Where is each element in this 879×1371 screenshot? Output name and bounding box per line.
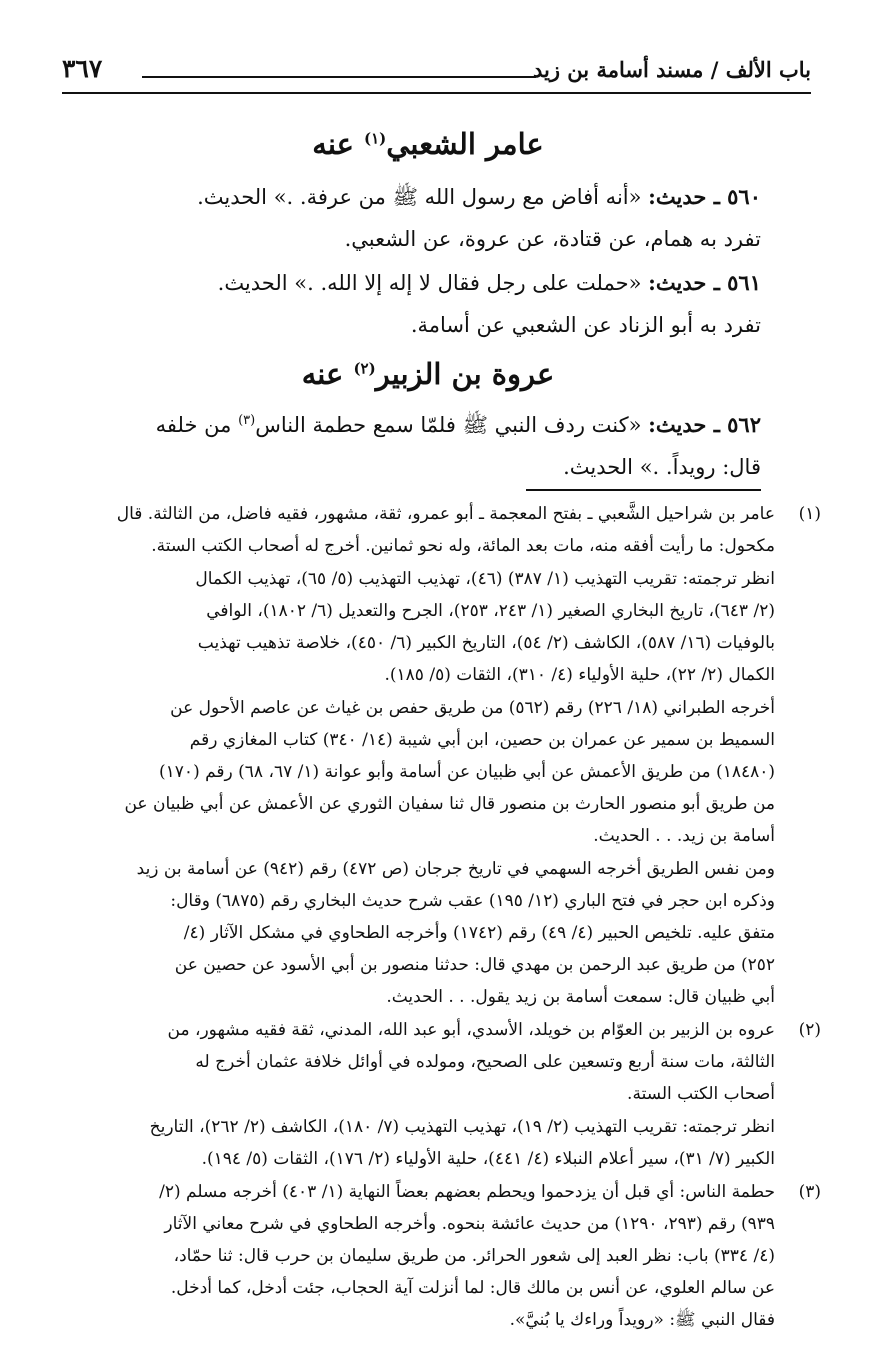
footnote-line: عن سالم العلوي، عن أنس بن مالك قال: لما أنزلت آية الحجاب، جئت أدخل، كما أدخل. [170,1278,775,1298]
footnote-3-number: (٣) [798,1182,821,1202]
hadith-560 [95,176,761,218]
footnote-line: أسامة بن زيد. . . الحديث. [593,826,775,846]
footnote-ref-1[interactable]: (١) [363,129,387,148]
page-number: ٣٦٧ [62,54,103,83]
hadith-562 [95,404,761,446]
footnote-line: أصحاب الكتب الستة. [627,1084,775,1104]
footnote-2 [92,1016,821,1174]
footnote-1-number: (١) [798,504,821,524]
footnote-line: مكحول: ما رأيت أفقه منه، مات بعد المائة، وله نحو ثمانين. أخرج له أصحاب الكتب الستة. [151,536,775,556]
hadith-561-note: تفرد به أبو الزناد عن الشعبي عن أسامة. [410,313,761,337]
footnote-line: ٩٣٩) رقم (٢٩٣، ١٢٩٠) من حديث عائشة بنحوه. وأخرجه الطحاوي في شرح معاني الآثار [164,1214,775,1234]
footnote-line: الكمال (٢/ ٢٢)، حلية الأولياء (٤/ ٣١٠)، الثقات (٥/ ١٨٥). [384,665,775,685]
footnote-line: الثالثة، مات سنة أربع وتسعين على الصحيح، ومولده في أوائل خلافة عثمان أخرج له [195,1052,775,1072]
hadith-560-text: «أنه أفاض مع رسول الله ﷺ من عرفة. .» الحديث. [197,185,642,209]
footnote-line: أبي ظبيان قال: سمعت أسامة بن زيد يقول. . . الحديث. [386,987,775,1007]
footnote-line: حطمة الناس: أي قبل أن يزدحموا ويحطم بعضهم بعضاً النهاية (١/ ٤٠٣) أخرجه مسلم (٢/ [159,1182,775,1202]
hadith-562-label: ٥٦٢ ـ حديث: [648,412,761,437]
hadith-561-label: ٥٦١ ـ حديث: [648,270,761,295]
footnote-line: انظر ترجمته: تقريب التهذيب (١/ ٣٨٧) (٤٦)، تهذيب التهذيب (٥/ ٦٥)، تهذيب الكمال [195,569,775,589]
footnote-line: عروه بن الزبير بن العوّام بن خويلد، الأسدي، أبو عبد الله، المدني، ثقة فقيه مشهور، من [167,1020,775,1040]
footnote-2-number: (٢) [798,1020,821,1040]
hadith-562-continuation: قال: رويداً. .» الحديث. [563,455,761,479]
footnote-line: من طريق أبو منصور الحارث بن منصور قال ثنا سفيان الثوري عن الأعمش عن أبي ظبيان عن [124,794,775,814]
footnote-line: ٢٥٢) من طريق عبد الرحمن بن مهدي قال: حدثنا منصور بن أبي الأسود عن حصين عن [174,955,775,975]
footnote-line: ومن نفس الطريق أخرجه السهمي في تاريخ جرجان (ص ٤٧٢) رقم (٩٤٢) عن أسامة بن زيد [136,859,775,879]
header-rule [62,92,811,94]
footnote-line: السميط بن سمير عن عمران بن حصين، ابن أبي شيبة (١٤/ ٣٤٠) كتاب المغازي رقم [189,730,775,750]
footnote-ref-3[interactable]: (٣) [238,413,256,428]
footnote-separator [526,489,761,491]
hadith-560-label: ٥٦٠ ـ حديث: [648,184,761,209]
footnote-line: عامر بن شراحيل الشَّعبي ـ بفتح المعجمة ـ أبو عمرو، ثقة، مشهور، فقيه فاضل، من الثالثة. قال [116,504,775,524]
footnote-line: الكبير (٧/ ٣١)، سير أعلام النبلاء (٤/ ٤٤١)، حلية الأولياء (٢/ ١٧٦)، الثقات (٥/ ١٩٤). [201,1149,775,1169]
footnote-line: (١٨٤٨٠) من طريق الأعمش عن أبي ظبيان عن أسامة وأبو عوانة (١/ ٦٧، ٦٨) رقم (١٧٠) [159,762,775,782]
hadith-562-text-a: «كنت ردف النبي ﷺ فلمّا سمع حطمة الناس [255,413,642,437]
footnote-1 [92,500,821,1012]
header-fill-line [142,76,536,78]
footnote-line: (٤/ ٣٣٤) باب: نظر العبد إلى شعور الحرائر. من طريق سليمان بن حرب قال: ثنا حمّاد، [173,1246,775,1266]
footnote-line: وذكره ابن حجر في فتح الباري (١٢/ ١٩٥) عقب شرح حديث البخاري رقم (٦٨٧٥) وقال: [170,891,775,911]
running-header [62,52,811,92]
footnote-ref-2[interactable]: (٢) [353,359,376,378]
footnote-line: فقال النبي ﷺ: «رويداً وراءك يا بُنيَّ». [509,1310,775,1330]
heading-amir-al-shabi: عامر الشعبي$^{(١)}$ عنه [312,127,544,161]
hadith-560-note: تفرد به همام، عن قتادة، عن عروة، عن الشعبي. [344,227,761,251]
section-title: باب الألف / مسند أسامة بن زيد [532,57,811,82]
main-text [95,118,761,488]
footnote-line: أخرجه الطبراني (١٨/ ٢٢٦) رقم (٥٦٢) من طريق حفص بن غياث عن عاصم الأحول عن [170,698,775,718]
footnote-line: بالوفيات (١٦/ ٥٨٧)، الكاشف (٢/ ٥٤)، التاريخ الكبير (٦/ ٤٥٠)، خلاصة تذهيب تهذيب [197,633,775,653]
hadith-561 [95,262,761,304]
footnote-line: متفق عليه. تلخيص الحبير (٤/ ٤٩) رقم (١٧٤٢) وأخرجه الطحاوي في مشكل الآثار (٤/ [183,923,775,943]
heading-urwa-ibn-al-zubayr: عروة بن الزبير$^{(٢)}$ عنه [301,357,555,391]
footnote-line: انظر ترجمته: تقريب التهذيب (٢/ ١٩)، تهذيب التهذيب (٧/ ١٨٠)، الكاشف (٢/ ٢٦٢)، التاريخ [149,1117,775,1137]
footnote-3 [92,1178,821,1335]
footnote-line: (٢/ ٦٤٣)، تاريخ البخاري الصغير (١/ ٢٤٣، ٢٥٣)، الجرح والتعديل (٦/ ١٨٠٢)، الوافي [206,601,775,621]
footnotes [92,500,821,1339]
hadith-561-text: «حملت على رجل فقال لا إله إلا الله. .» الحديث. [217,271,642,295]
hadith-562-text-b: من خلفه [155,413,232,437]
